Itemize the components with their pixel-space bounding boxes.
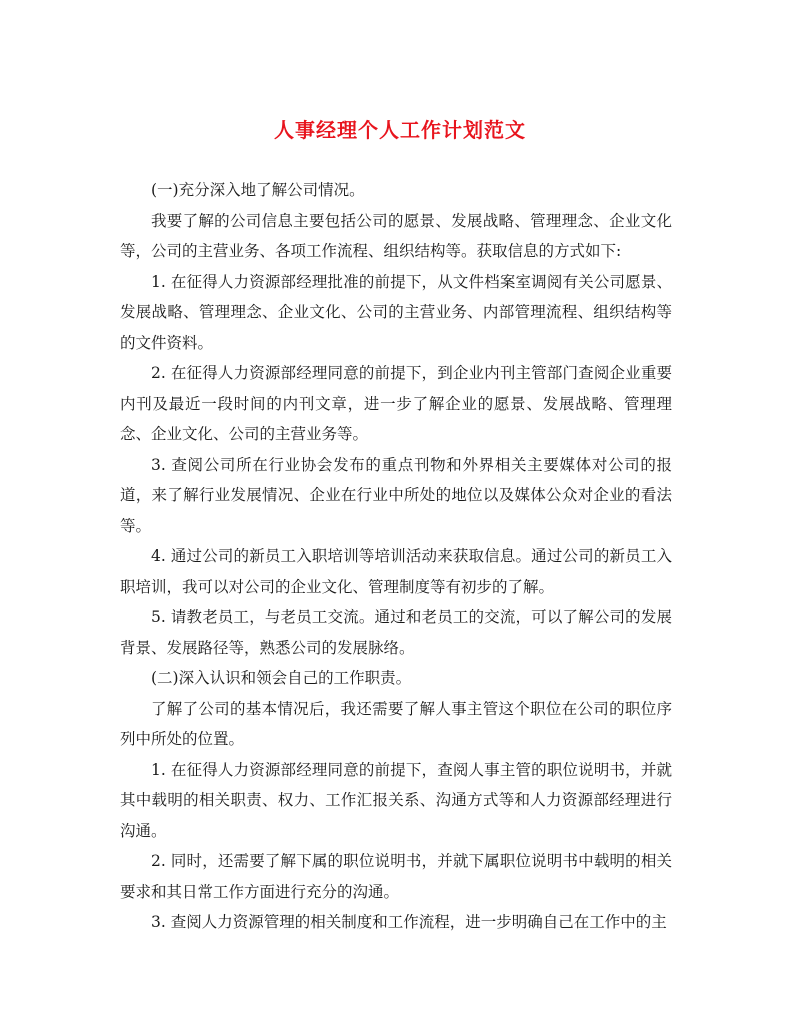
- paragraph: 了解了公司的基本情况后，我还需要了解人事主管这个职位在公司的职位序列中所处的位置。: [120, 699, 672, 748]
- document-title: 人事经理个人工作计划范文: [274, 118, 526, 142]
- paragraph: (一)充分深入地了解公司情况。: [151, 181, 365, 199]
- paragraph: 3. 查阅人力资源管理的相关制度和工作流程，进一步明确自己在工作中的主: [151, 913, 667, 931]
- paragraph: 4. 通过公司的新员工入职培训等培训活动来获取信息。通过公司的新员工入职培训，我可以对公司的企业文化、管理制度等有初步的了解。: [120, 547, 672, 596]
- paragraph: 5. 请教老员工，与老员工交流。通过和老员工的交流，可以了解公司的发展背景、发展路径等，熟悉公司的发展脉络。: [120, 608, 672, 657]
- paragraph: 1. 在征得人力资源部经理批准的前提下，从文件档案室调阅有关公司愿景、发展战略、管理理念、企业文化、公司的主营业务、内部管理流程、组织结构等的文件资料。: [120, 272, 672, 352]
- document-body: [120, 175, 672, 938]
- paragraph: 我要了解的公司信息主要包括公司的愿景、发展战略、管理理念、企业文化等，公司的主营业务、各项工作流程、组织结构等。获取信息的方式如下:: [120, 211, 672, 260]
- paragraph: 2. 同时，还需要了解下属的职位说明书，并就下属职位说明书中载明的相关要求和其日常工作方面进行充分的沟通。: [120, 852, 672, 901]
- paragraph: 2. 在征得人力资源部经理同意的前提下，到企业内刊主管部门查阅企业重要内刊及最近一段时间的内刊文章，进一步了解企业的愿景、发展战略、管理理念、企业文化、公司的主营业务等。: [120, 364, 672, 443]
- paragraph: 1. 在征得人力资源部经理同意的前提下，查阅人事主管的职位说明书，并就其中载明的相关职责、权力、工作汇报关系、沟通方式等和人力资源部经理进行沟通。: [120, 760, 672, 840]
- paragraph: (二)深入认识和领会自己的工作职责。: [151, 669, 412, 687]
- paragraph: 3. 查阅公司所在行业协会发布的重点刊物和外界相关主要媒体对公司的报道，来了解行业发展情况、企业在行业中所处的地位以及媒体公众对企业的看法等。: [120, 455, 672, 535]
